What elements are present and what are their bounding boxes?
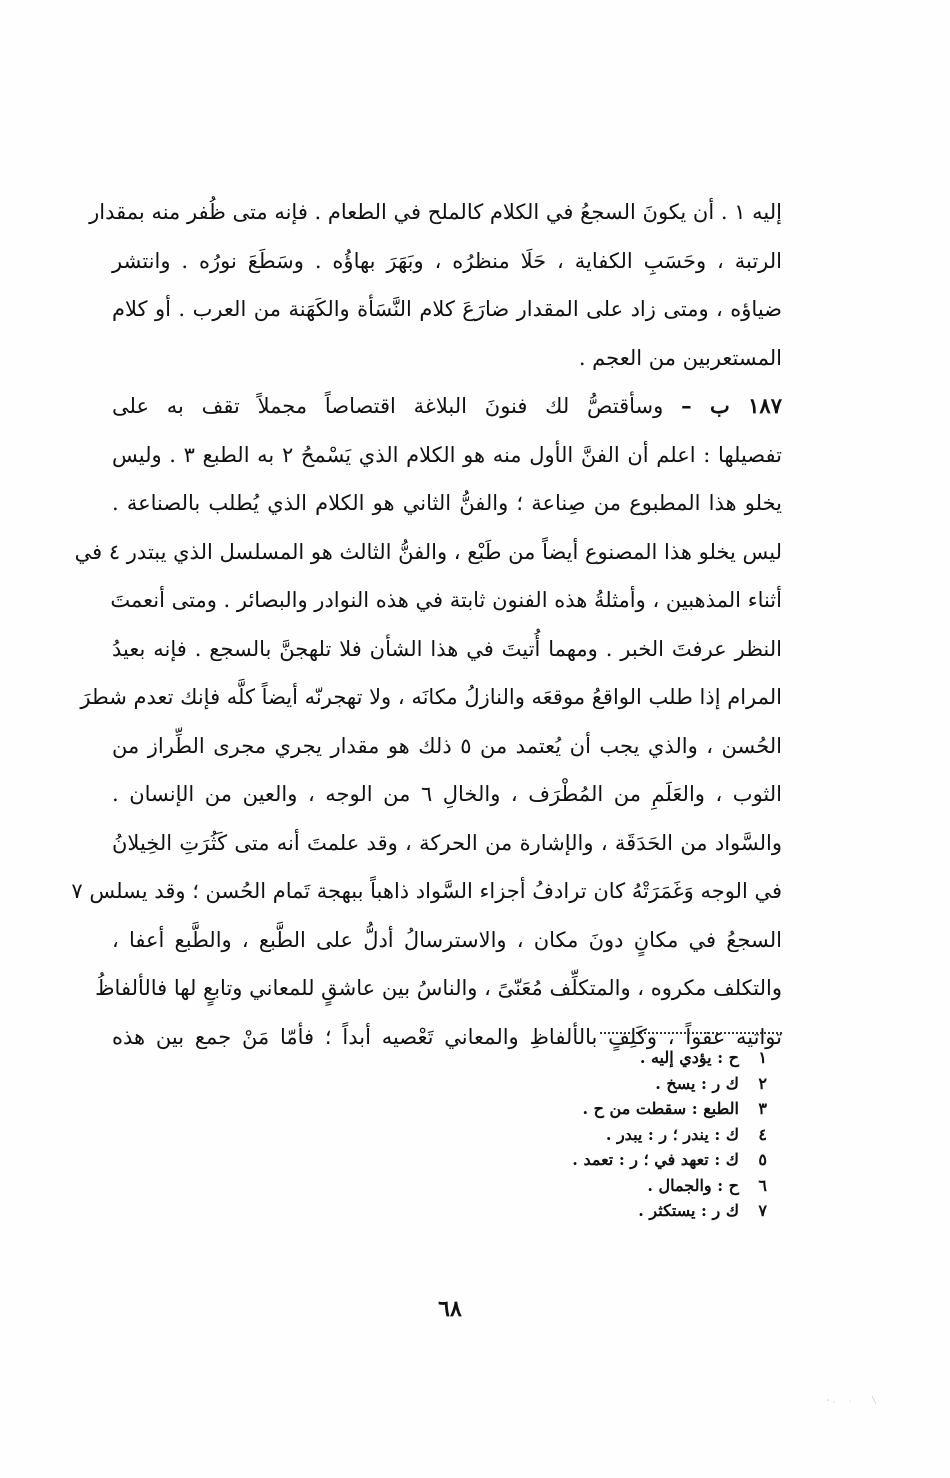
footnote-text: ك : يندر ؛ ر : يبدر . — [605, 1124, 739, 1144]
text-line: والسَّواد من الحَدَقَة ، والإشارة من الحركة ، وقد علمتَ أنه متى كَثُرَتِ الخِيلانُ — [112, 830, 782, 855]
footnote — [572, 1173, 767, 1199]
text-line: تواتيه عفواً ، وكَلِفٍ بالألفاظِ والمعاني تَعْصيه أبداً ؛ فأمّا مَنْ جمع بين هذه — [112, 1024, 782, 1049]
footnote-number: ٤ — [758, 1124, 767, 1144]
scan-specks-icon — [820, 1390, 890, 1410]
page-number: ٦٨ — [438, 1296, 462, 1322]
footnote-text: ك ر : يسخ . — [655, 1073, 739, 1093]
text-line: ضياؤه ، ومتى زاد على المقدار ضارَعَ كلام النَّسَأة والكَهَنة من العرب . أو كلام — [112, 297, 782, 321]
text-line: المرام إذا طلب الواقعُ موقعَه والنازلُ مكانَه ، ولا تهجرنّه أيضاً كلَّه فإنك تعدم شطرَ — [80, 685, 782, 709]
footnotes-list — [572, 1045, 767, 1224]
footnote — [572, 1147, 767, 1173]
text-line: أثناء المذهبين ، وأمثلةُ هذه الفنون ثابتة في هذه النوادر والبصائر . ومتى أنعمتَ — [110, 588, 782, 612]
text-line: في الوجه وَغَمَرَتْهُ كان ترادفُ أجزاء السَّواد ذاهباً ببهجة تَمام الحُسن ؛ وقد يسلس ٧ — [71, 879, 782, 903]
footnote — [572, 1198, 767, 1224]
footnote-number: ٧ — [758, 1201, 767, 1220]
footnote — [572, 1045, 767, 1071]
footnote — [572, 1071, 767, 1097]
text-line: يخلو هذا المطبوع من صِناعة ؛ والفنُّ الثاني هو الكلام الذي يُطلب بالصناعة . — [112, 491, 782, 515]
section-number: ١٨٧ ب – — [681, 393, 782, 418]
text-line-first — [112, 382, 782, 431]
footnote — [572, 1096, 767, 1122]
footnote-number: ٣ — [758, 1099, 767, 1118]
footnote-number: ١ — [758, 1048, 767, 1067]
footnote-divider — [600, 1032, 782, 1034]
footnote-text: ح : يؤدي إليه . — [639, 1048, 739, 1067]
paragraph-section-187b — [71, 382, 782, 1061]
text-line: ليس يخلو هذا المصنوع أيضاً من طَبْع ، والفنُّ الثالث هو المسلسل الذي يبتدر ٤ في — [74, 539, 782, 564]
footnote-number: ٥ — [758, 1150, 767, 1169]
text-line: الحُسن ، والذي يجب أن يُعتمد من ٥ ذلك هو مقدار يجري مجرى الطِّراز من — [112, 733, 782, 758]
text-line: إليه ١ . أن يكونَ السجعُ في الكلام كالملح في الطعام . فإنه متى ظُفر منه بمقدار — [89, 200, 782, 224]
footnote-number: ٦ — [758, 1175, 767, 1195]
text-line: الرتبة ، وحَسَبِ الكفاية ، حَلَا منظرُه ، وبَهَرَ بهاؤُه . وسَطَعَ نورُه . وانتشر — [112, 248, 782, 273]
footnote-text: ك : تعهد في ؛ ر : تعمد . — [572, 1150, 739, 1169]
text-line: السجعُ في مكانٍ دونَ مكان ، والاسترسالُ أدلُّ على الطَّبع ، والطَّبع أعفا ، — [112, 927, 782, 952]
text-line: تفصيلها : اعلم أن الفنَّ الأول منه هو الكلام الذي يَسْمحُ ٢ به الطبع ٣ . وليس — [112, 442, 782, 467]
footnote-text: ك ر : يستكثر . — [638, 1201, 739, 1220]
text-line: النظر عرفتَ الخبر . ومهما أُتيتَ في هذا الشأن فلا تلهجنَّ بالسجع . فإنه بعيدُ — [112, 636, 782, 661]
footnote-number: ٢ — [758, 1073, 767, 1093]
text-line: المستعربين من العجم . — [578, 345, 782, 370]
text-line-content: وسأقتصُّ لك فنونَ البلاغة اقتصاصاً مجملاً تقف به على — [112, 394, 664, 418]
footnote-text: ح : والجمال . — [647, 1175, 739, 1195]
text-line: والتكلف مكروه ، والمتكلِّف مُعَنّىً ، والناسُ بين عاشقٍ للمعاني وتابعٍ لها فالألفاظُ — [95, 976, 782, 1000]
footnote-text: الطبع : سقطت من ح . — [582, 1099, 739, 1118]
text-line: الثوب ، والعَلَمِ من المُطْرَف ، والخالِ ٦ من الوجه ، والعين من الإنسان . — [112, 782, 782, 806]
footnote — [572, 1122, 767, 1148]
paragraph-continued — [89, 188, 782, 382]
scan-specks-decoration — [820, 1390, 890, 1410]
